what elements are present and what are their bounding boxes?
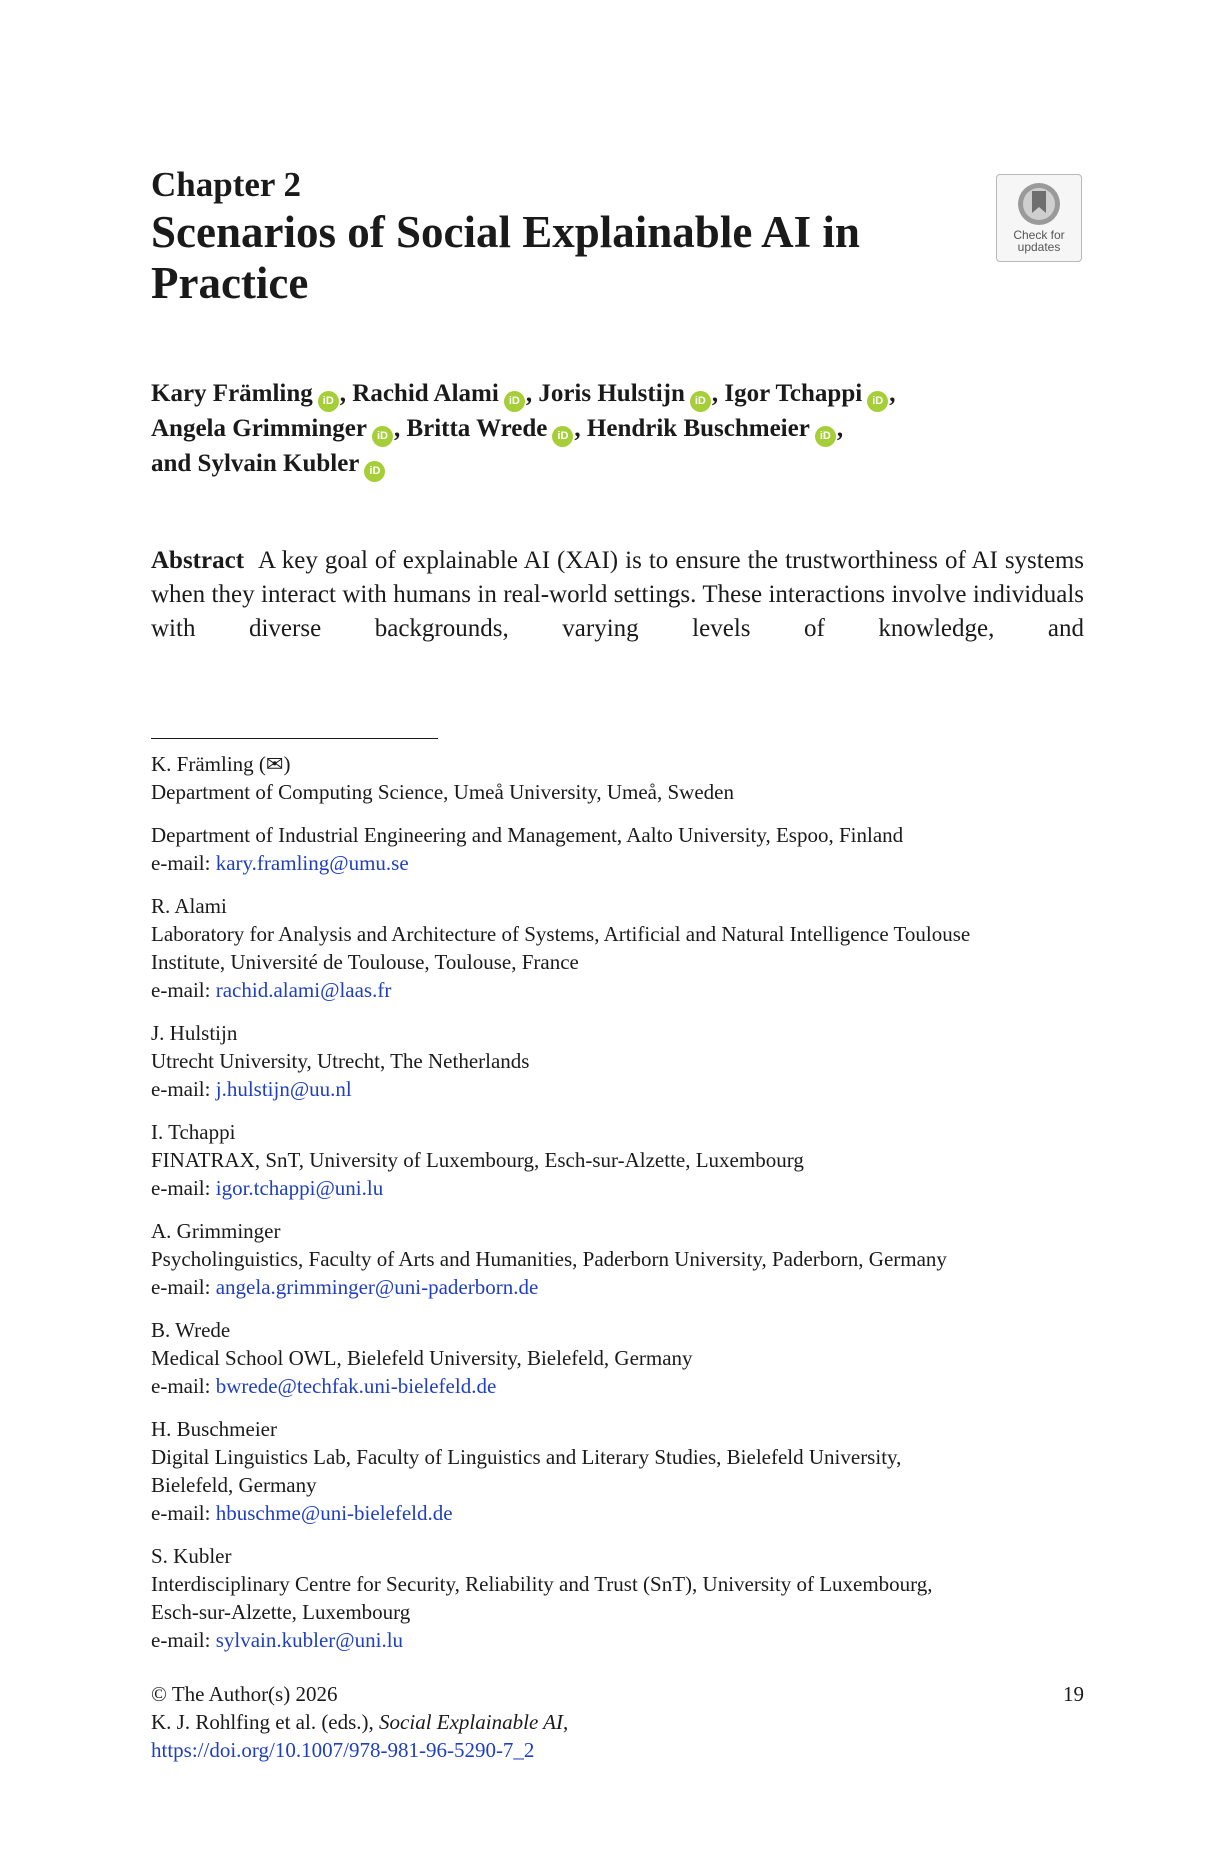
author-separator: ,	[711, 380, 725, 407]
email-link[interactable]: hbuschme@uni-bielefeld.de	[215, 1501, 453, 1525]
email-prefix: e-mail:	[151, 1275, 216, 1299]
email-prefix: e-mail:	[151, 851, 216, 875]
page-footer	[151, 1680, 1084, 1764]
chapter-title: Scenarios of Social Explainable AI in Practice	[151, 207, 860, 308]
author-separator: ,	[889, 380, 896, 407]
author-separator: ,	[393, 415, 407, 442]
email-line	[151, 1273, 1084, 1301]
affiliation-block	[151, 1217, 1084, 1301]
email-link[interactable]: angela.grimminger@uni-paderborn.de	[215, 1275, 539, 1299]
email-link[interactable]: igor.tchappi@uni.lu	[215, 1176, 384, 1200]
email-prefix: e-mail:	[151, 1374, 216, 1398]
chapter-number: Chapter 2	[151, 165, 302, 204]
email-prefix: e-mail:	[151, 978, 216, 1002]
orcid-icon[interactable]: iD	[552, 426, 573, 447]
email-line	[151, 976, 1084, 1004]
affiliation-line: Esch-sur-Alzette, Luxembourg	[151, 1600, 411, 1624]
page-number: 19	[1063, 1682, 1084, 1706]
orcid-icon[interactable]: iD	[364, 461, 385, 482]
copyright-line: © The Author(s) 2026	[151, 1682, 338, 1706]
orcid-icon[interactable]: iD	[690, 391, 711, 412]
editors-text: K. J. Rohlfing et al. (eds.),	[151, 1710, 380, 1734]
email-prefix: e-mail:	[151, 1176, 216, 1200]
abstract-text: A key goal of explainable AI (XAI) is to ensure the trustworthiness of AI systems when they interact with humans in real-world settings. These interactions involve individuals with diverse backgrounds, varying levels of knowledge, and	[151, 547, 1084, 642]
orcid-icon[interactable]: iD	[318, 391, 339, 412]
affiliation-block	[151, 821, 1084, 877]
email-link[interactable]: rachid.alami@laas.fr	[215, 978, 392, 1002]
affiliation-author: A. Grimminger	[151, 1219, 281, 1243]
email-prefix: e-mail:	[151, 1077, 216, 1101]
editors-suffix: ,	[562, 1710, 569, 1734]
affiliation-line: Interdisciplinary Centre for Security, Reliability and Trust (SnT), University of Luxembourg,	[151, 1572, 933, 1596]
orcid-icon[interactable]: iD	[372, 426, 393, 447]
author-separator: ,	[525, 380, 539, 407]
affiliation-block	[151, 1118, 1084, 1202]
author-name: and Sylvain Kubler	[151, 450, 360, 477]
footnote-divider	[151, 738, 438, 739]
author-name: Rachid Alami	[352, 380, 499, 407]
affiliation-block	[151, 1415, 1084, 1527]
affiliation-author: K. Främling (✉)	[151, 752, 291, 776]
orcid-icon[interactable]: iD	[867, 391, 888, 412]
affiliation-line: Institute, Université de Toulouse, Toulouse, France	[151, 950, 579, 974]
author-name: Angela Grimminger	[151, 415, 367, 442]
author-name: Igor Tchappi	[724, 380, 863, 407]
affiliation-author: R. Alami	[151, 894, 227, 918]
affiliation-author: I. Tchappi	[151, 1120, 236, 1144]
affiliation-author: J. Hulstijn	[151, 1021, 238, 1045]
affiliation-line: Laboratory for Analysis and Architecture of Systems, Artificial and Natural Intelligence Toulouse	[151, 922, 971, 946]
affiliation-line: Department of Computing Science, Umeå University, Umeå, Sweden	[151, 780, 734, 804]
author-separator: ,	[339, 380, 353, 407]
affiliation-line: Psycholinguistics, Faculty of Arts and Humanities, Paderborn University, Paderborn, Germany	[151, 1247, 947, 1271]
author-name: Hendrik Buschmeier	[586, 415, 810, 442]
email-line	[151, 1174, 1084, 1202]
affiliation-line: FINATRAX, SnT, University of Luxembourg, Esch-sur-Alzette, Luxembourg	[151, 1148, 804, 1172]
orcid-icon[interactable]: iD	[815, 426, 836, 447]
check-for-updates-badge[interactable]	[996, 174, 1082, 262]
affiliation-line: Digital Linguistics Lab, Faculty of Linguistics and Literary Studies, Bielefeld University,	[151, 1445, 902, 1469]
author-list	[151, 377, 1084, 482]
email-line	[151, 1626, 1084, 1654]
affiliation-line: Department of Industrial Engineering and Management, Aalto University, Espoo, Finland	[151, 823, 904, 847]
author-name: Kary Främling	[151, 380, 313, 407]
affiliation-block	[151, 1542, 1084, 1654]
email-link[interactable]: bwrede@techfak.uni-bielefeld.de	[215, 1374, 497, 1398]
email-line	[151, 1075, 1084, 1103]
book-title: Social Explainable AI	[379, 1710, 563, 1734]
affiliation-line: Bielefeld, Germany	[151, 1473, 317, 1497]
affiliation-author: S. Kubler	[151, 1544, 232, 1568]
author-name: Britta Wrede	[406, 415, 548, 442]
affiliation-author: H. Buschmeier	[151, 1417, 277, 1441]
email-line	[151, 849, 1084, 877]
affiliation-list	[151, 750, 1084, 1669]
affiliation-line: Medical School OWL, Bielefeld University, Bielefeld, Germany	[151, 1346, 693, 1370]
email-line	[151, 1499, 1084, 1527]
author-separator: ,	[836, 415, 844, 442]
affiliation-block	[151, 1316, 1084, 1400]
bookmark-icon	[1016, 181, 1062, 227]
affiliation-block	[151, 750, 1084, 806]
affiliation-line: Utrecht University, Utrecht, The Netherlands	[151, 1049, 530, 1073]
orcid-icon[interactable]: iD	[504, 391, 525, 412]
email-prefix: e-mail:	[151, 1501, 216, 1525]
book-citation	[151, 1708, 1084, 1736]
abstract-heading: Abstract	[151, 547, 245, 574]
email-link[interactable]: sylvain.kubler@uni.lu	[215, 1628, 404, 1652]
email-link[interactable]: j.hulstijn@uu.nl	[215, 1077, 352, 1101]
badge-label: Check for updates	[1013, 228, 1065, 254]
affiliation-author: B. Wrede	[151, 1318, 231, 1342]
affiliation-block	[151, 892, 1084, 1004]
affiliation-block	[151, 1019, 1084, 1103]
author-name: Joris Hulstijn	[538, 380, 685, 407]
email-prefix: e-mail:	[151, 1628, 216, 1652]
email-link[interactable]: kary.framling@umu.se	[215, 851, 409, 875]
doi-link[interactable]: https://doi.org/10.1007/978-981-96-5290-7_2	[151, 1738, 535, 1762]
author-separator: ,	[574, 415, 587, 442]
email-line	[151, 1372, 1084, 1400]
abstract	[151, 544, 1084, 646]
